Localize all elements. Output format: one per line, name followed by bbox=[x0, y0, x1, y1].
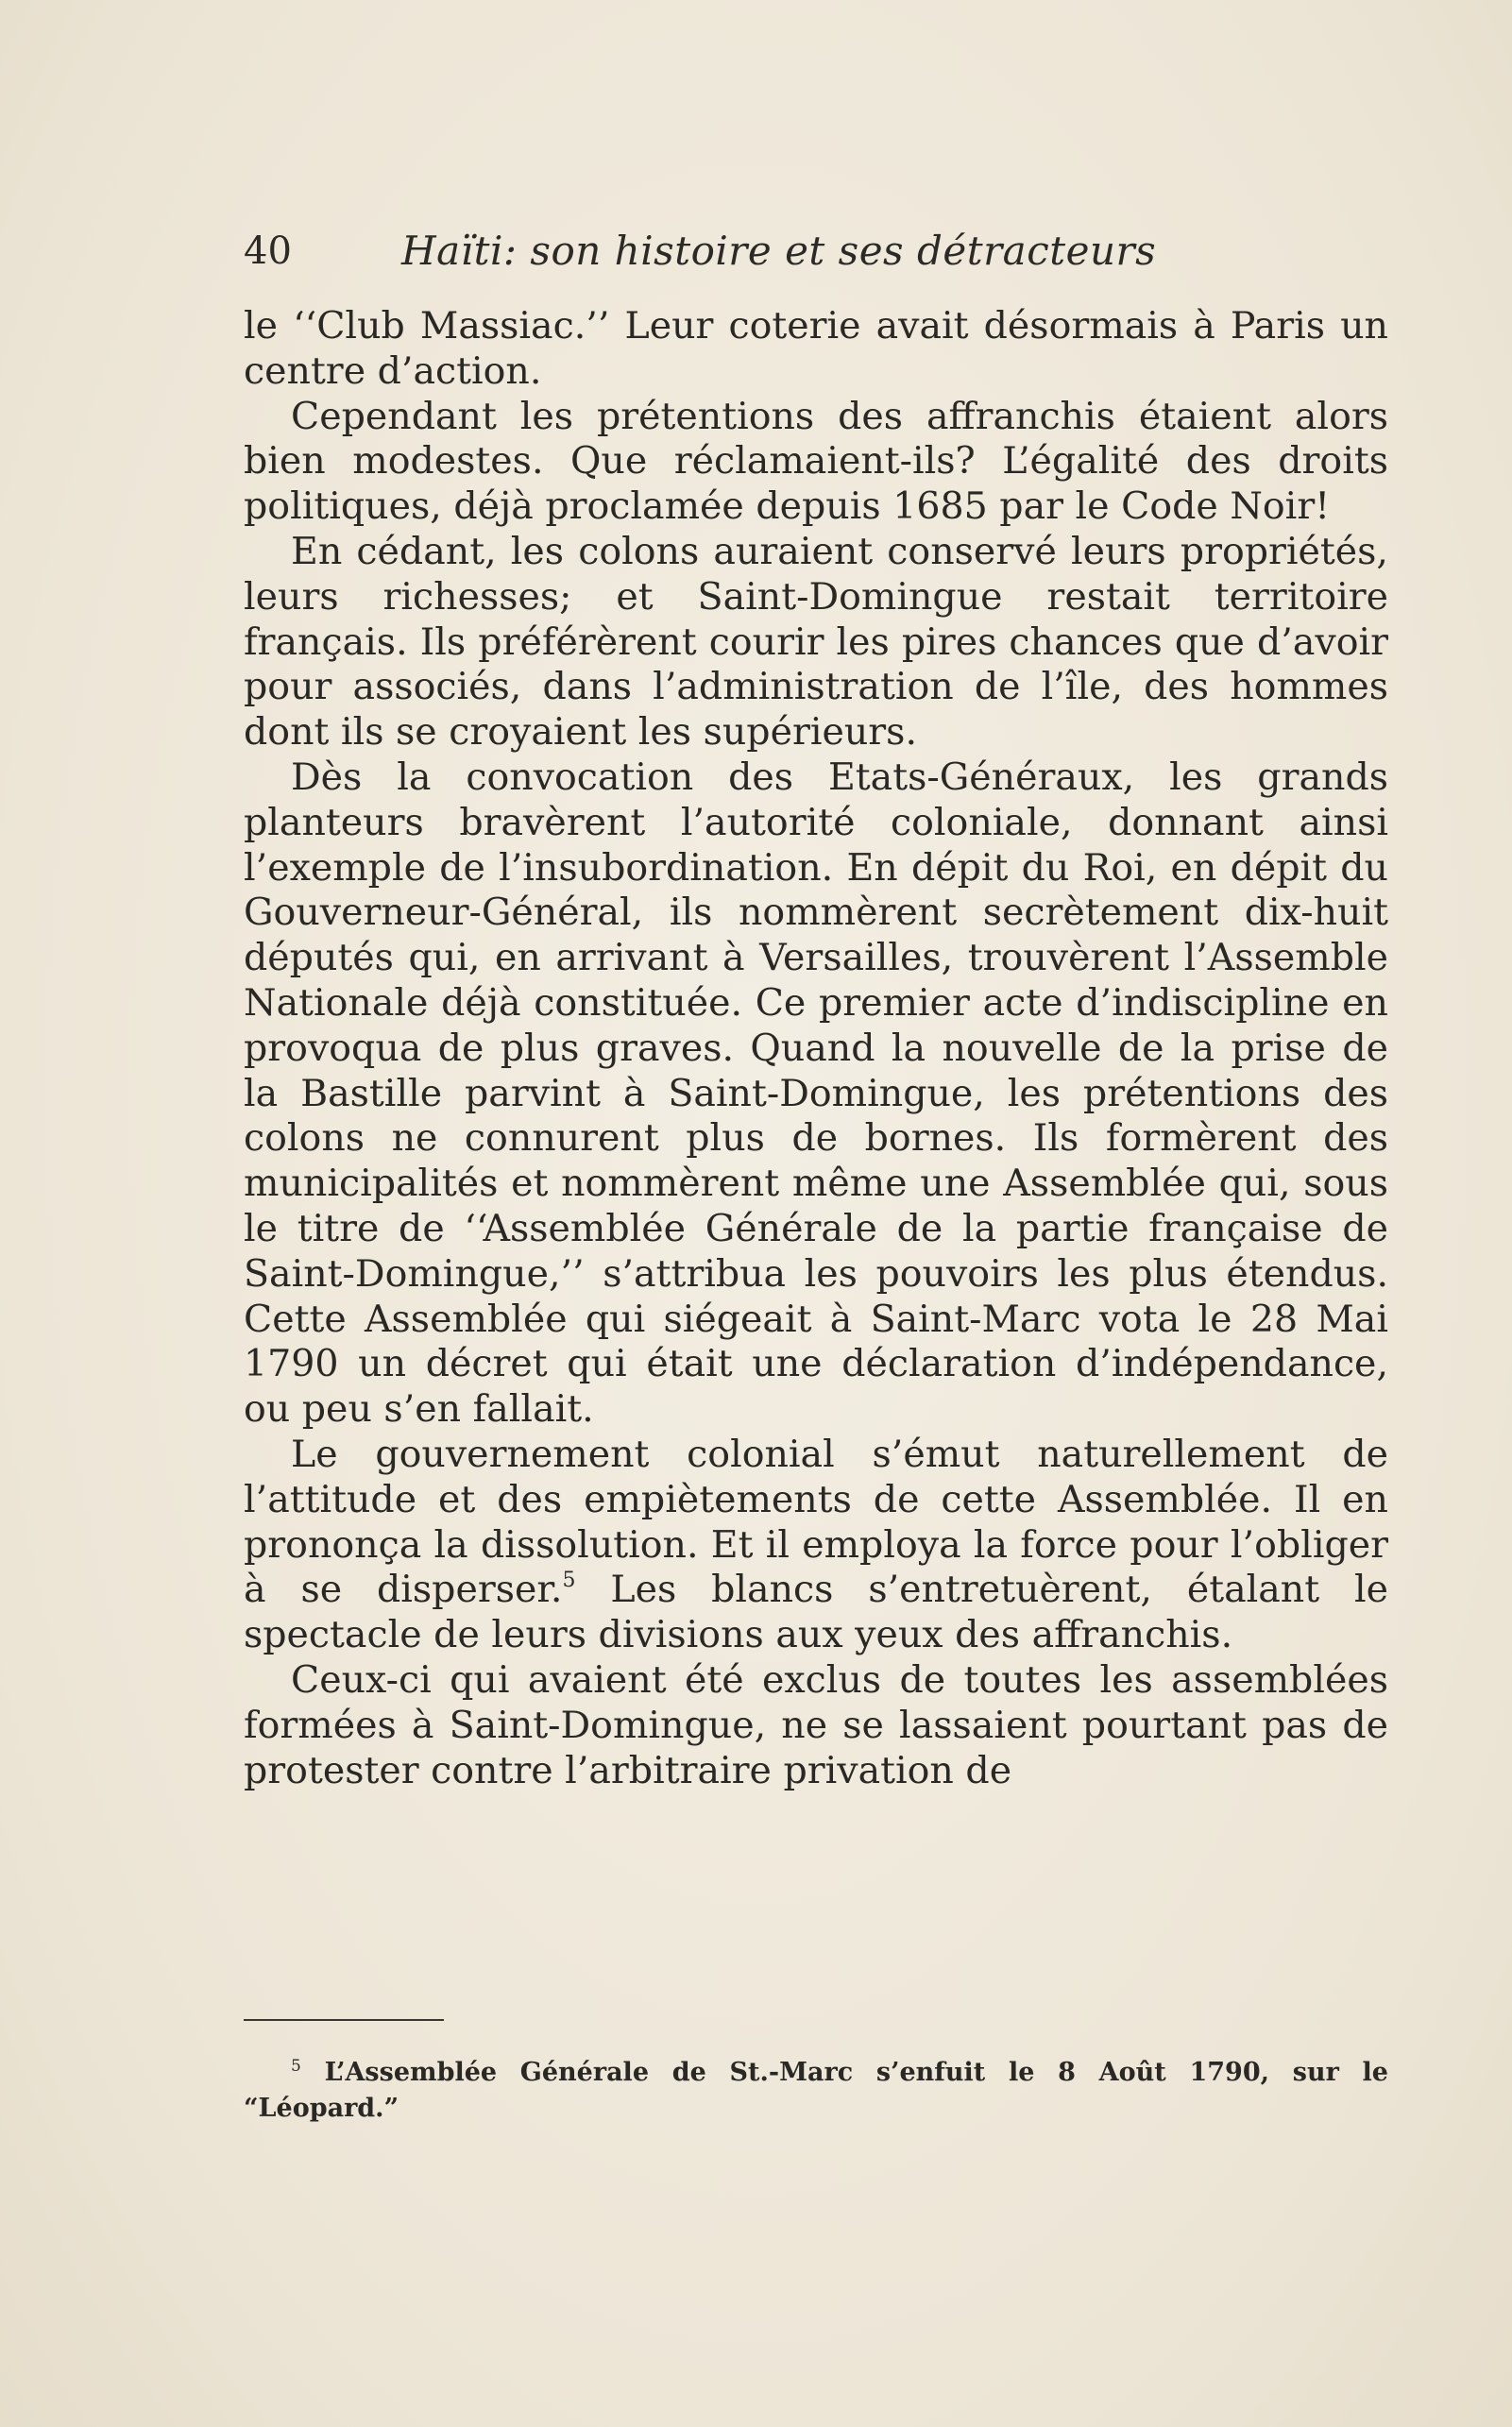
footnote bbox=[244, 2055, 1388, 2127]
paragraph: Cependant les prétentions des affranchis étaient alors bien modestes. Que réclamaient-ils? L’égalité des droits politiques, déjà proclamée depuis 1685 par le Code Noir! bbox=[244, 394, 1388, 529]
paragraph-text: Les blancs s’entretuèrent, étalant le spectacle de leurs divisions aux yeux des affranchis. bbox=[244, 1568, 1389, 1657]
running-title: Haïti: son histoire et ses détracteurs bbox=[401, 228, 1157, 274]
paragraph bbox=[244, 1433, 1388, 1658]
footnote-divider bbox=[244, 2019, 444, 2021]
body-text bbox=[244, 304, 1388, 1793]
paragraph: Dès la convocation des Etats-Généraux, les grands planteurs bravèrent l’autorité coloniale, donnant ainsi l’exemple de l’insubordination. En dépit du Roi, en dépit du Gouverneur-Général, ils nommèrent secrètement dix-huit députés qui, en arrivant à Versailles, trouvèrent l’Assemble Nationale déjà constituée. Ce premier acte d’indiscipline en provoqua de plus graves. Quand la nouvelle de la prise de la Bastille parvint à Saint-Domingue, les prétentions des colons ne connurent plus de bornes. Ils formèrent des municipalités et nommèrent même une Assemblée qui, sous le titre de ‘‘Assemblée Générale de la partie française de Saint-Domingue,’’ s’attribua les pouvoirs les plus étendus. Cette Assemblée qui siégeait à Saint-Marc vota le 28 Mai 1790 un décret qui était une déclaration d’indépendance, ou peu s’en fallait. bbox=[244, 755, 1388, 1432]
paragraph: Ceux-ci qui avaient été exclus de toutes les assemblées formées à Saint-Domingue, ne se lassaient pourtant pas de protester contre l’arbitraire privation de bbox=[244, 1657, 1388, 1792]
footnote-text: L’Assemblée Générale de St.-Marc s’enfuit le 8 Août 1790, sur le “Léopard.” bbox=[244, 2058, 1388, 2123]
paragraph: En cédant, les colons auraient conservé leurs propriétés, leurs richesses; et Saint-Domingue restait territoire français. Ils préférèrent courir les pires chances que d’avoir pour associés, dans l’administration de l’île, des hommes dont ils se croyaient les supérieurs. bbox=[244, 529, 1388, 755]
footnote-number: 5 bbox=[291, 2057, 301, 2076]
page-number: 40 bbox=[244, 229, 292, 273]
running-head bbox=[244, 225, 1218, 278]
footnote-reference: 5 bbox=[562, 1569, 576, 1593]
paragraph: le ‘‘Club Massiac.’’ Leur coterie avait désormais à Paris un centre d’action. bbox=[244, 304, 1388, 393]
paragraph-text: Le gouvernement colonial s’émut naturellement de l’attitude et des empiètements de cette Assemblée. Il en prononça la dissolution. Et il employa la force pour l’obliger à se disperser. bbox=[244, 1432, 1388, 1612]
